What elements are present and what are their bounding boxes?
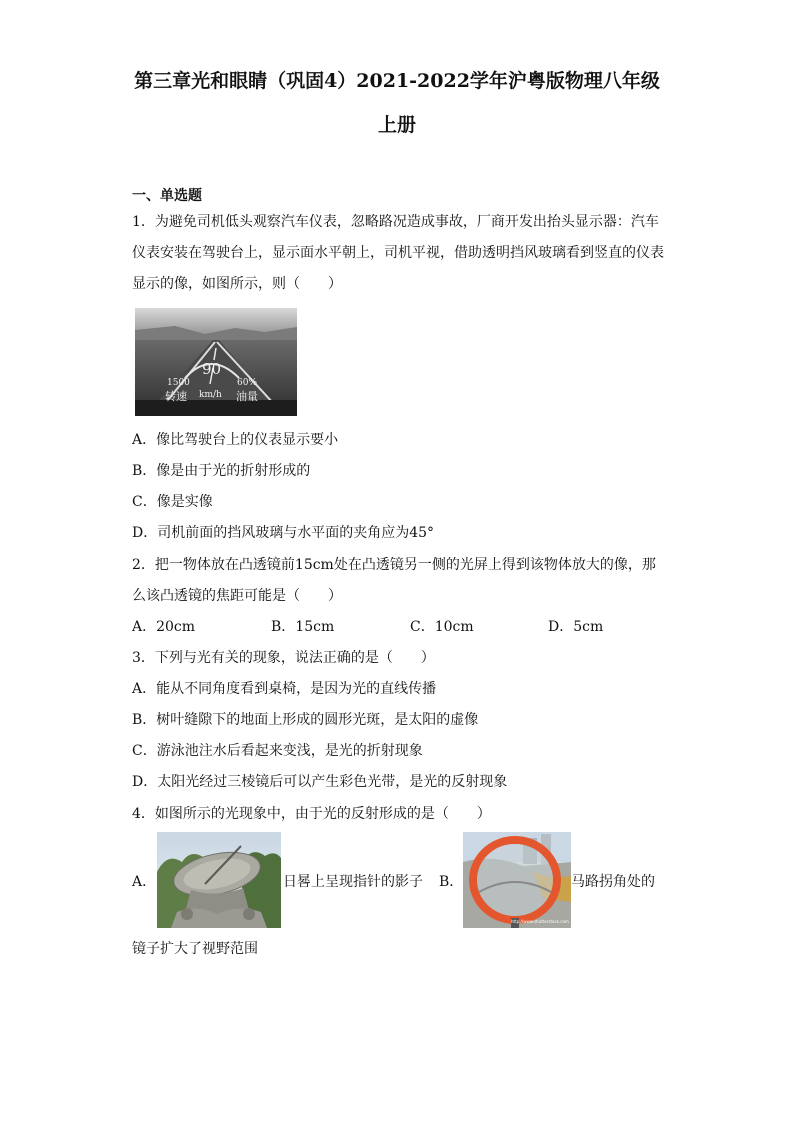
- hud-speed: 90: [202, 360, 222, 378]
- q3-option-b: B．树叶缝隙下的地面上形成的圆形光斑，是太阳的虚像: [132, 712, 479, 728]
- q3-stem: 3．下列与光有关的现象，说法正确的是（ ）: [132, 650, 435, 666]
- q1-option-a: A．像比驾驶台上的仪表显示要小: [132, 432, 339, 448]
- q3-option-c: C．游泳池注水后看起来变浅，是光的折射现象: [132, 743, 423, 759]
- q1-option-d: D．司机前面的挡风玻璃与水平面的夹角应为45°: [132, 525, 435, 541]
- q4-option-a-text: 日晷上呈现指针的影子: [283, 874, 423, 890]
- hud-dashboard-image: [135, 308, 297, 416]
- convex-mirror-illustration: [463, 832, 571, 928]
- q2-option-c: C．10cm: [410, 619, 474, 635]
- page-title-continued: 上册: [377, 114, 416, 136]
- q2-option-a: A．20cm: [132, 619, 196, 635]
- q2-option-b: B．15cm: [271, 619, 335, 635]
- q2-stem-line2: 么该凸透镜的焦距可能是（ ）: [132, 588, 342, 604]
- mirror-watermark: http://www.shutterstock.com: [511, 919, 569, 924]
- hud-unit: km/h: [199, 390, 222, 400]
- q2-stem-line1: 2．把一物体放在凸透镜前15cm处在凸透镜另一侧的光屏上得到该物体放大的像，那: [132, 557, 656, 573]
- q4-option-a-label: A．: [132, 874, 157, 890]
- q4-option-b-text-continued: 镜子扩大了视野范围: [132, 941, 258, 957]
- q1-stem-line2: 仪表安装在驾驶台上，显示面水平朝上，司机平视，借助透明挡风玻璃看到竖直的仪表: [132, 245, 664, 261]
- section-heading: 一、单选题: [132, 188, 202, 204]
- convex-mirror-image: [463, 832, 571, 928]
- q3-option-d: D．太阳光经过三棱镜后可以产生彩色光带，是光的反射现象: [132, 774, 508, 790]
- sundial-image: [157, 832, 281, 928]
- hud-rpm: 1500: [167, 378, 190, 388]
- hud-rpm-label: 转速: [165, 390, 187, 403]
- q1-option-c: C．像是实像: [132, 494, 213, 510]
- q1-stem-line1: 1．为避免司机低头观察汽车仪表，忽略路况造成事故，厂商开发出抬头显示器：汽车: [132, 214, 659, 230]
- q4-option-b-label: B．: [439, 874, 464, 890]
- q4-stem: 4．如图所示的光现象中，由于光的反射形成的是（ ）: [132, 806, 491, 822]
- page-title: 第三章光和眼睛（巩固4）2021-2022学年沪粤版物理八年级: [134, 70, 660, 92]
- hud-fuel: 60%: [237, 378, 258, 388]
- q1-option-b: B．像是由于光的折射形成的: [132, 463, 311, 479]
- hud-fuel-label: 油量: [236, 390, 258, 403]
- q4-option-b-text: 马路拐角处的: [571, 874, 655, 890]
- q2-option-d: D．5cm: [548, 619, 604, 635]
- q1-stem-line3: 显示的像，如图所示，则（ ）: [132, 276, 342, 292]
- sundial-illustration: [157, 832, 281, 928]
- q3-option-a: A．能从不同角度看到桌椅，是因为光的直线传播: [132, 681, 437, 697]
